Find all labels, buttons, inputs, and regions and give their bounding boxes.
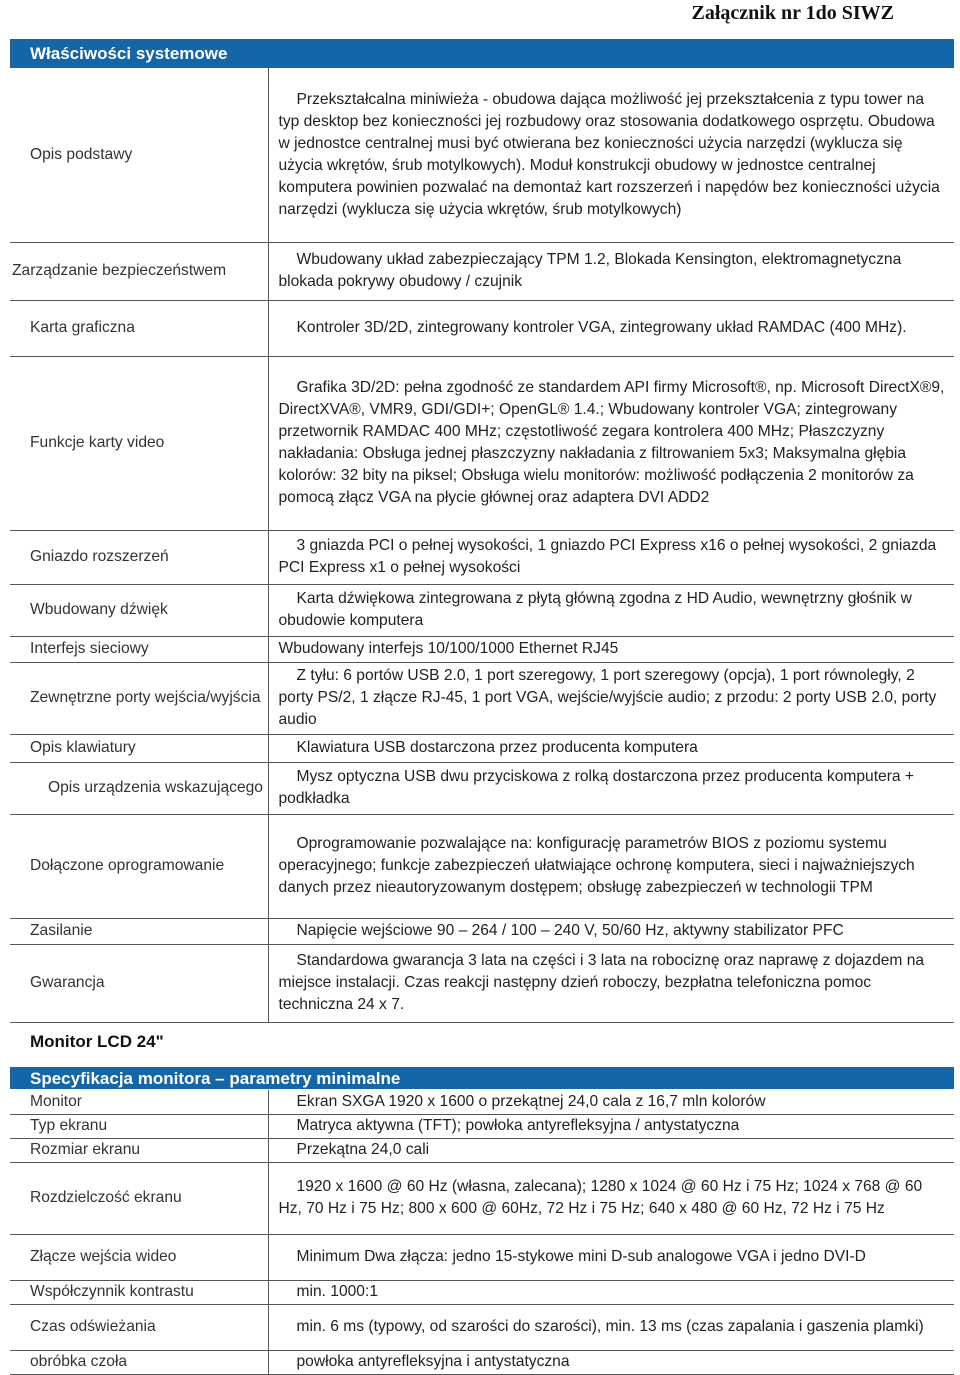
row-value: min. 1000:1 — [268, 1280, 954, 1304]
row-value: Wbudowany interfejs 10/100/1000 Ethernet RJ45 — [268, 636, 954, 662]
row-label: Rozmiar ekranu — [10, 1138, 268, 1162]
row-label: Zewnętrzne porty wejścia/wyjścia — [10, 662, 268, 734]
row-label: obróbka czoła — [10, 1350, 268, 1374]
row-label: Interfejs sieciowy — [10, 636, 268, 662]
table-row — [10, 68, 954, 242]
row-label: Czas odświeżania — [10, 1304, 268, 1350]
table-row — [10, 1234, 954, 1280]
monitor-title: Monitor LCD 24" — [30, 1032, 164, 1051]
row-label: Opis urządzenia wskazującego — [10, 762, 268, 814]
row-value: Kontroler 3D/2D, zintegrowany kontroler VGA, zintegrowany układ RAMDAC (400 MHz). — [268, 300, 954, 356]
row-label: Rozdzielczość ekranu — [10, 1162, 268, 1234]
row-label: Złącze wejścia wideo — [10, 1234, 268, 1280]
table-row — [10, 1350, 954, 1374]
table-row — [10, 530, 954, 584]
row-value: 1920 x 1600 @ 60 Hz (własna, zalecana); 1280 x 1024 @ 60 Hz i 75 Hz; 1024 x 768 @ 60 Hz, 70 Hz i 75 Hz; 800 x 600 @ 60Hz, 72 Hz i 75 Hz; 640 x 480 @ 60 Hz, 72 Hz i 75 Hz — [268, 1162, 954, 1234]
row-label: Opis podstawy — [10, 68, 268, 242]
table-row — [10, 1304, 954, 1350]
row-value: min. 6 ms (typowy, od szarości do szarości), min. 13 ms (czas zapalania i gaszenia plamki) — [268, 1304, 954, 1350]
row-value: Standardowa gwarancja 3 lata na części i 3 lata na robociznę oraz naprawę z dojazdem na miejsce instalacji. Czas reakcji następny dzień roboczy, bezpłatna telefoniczna pomoc techniczna 24 x 7. — [268, 944, 954, 1022]
row-label: Wbudowany dźwięk — [10, 584, 268, 636]
table-row — [10, 1162, 954, 1234]
row-label: Opis klawiatury — [10, 734, 268, 762]
row-label: Zasilanie — [10, 918, 268, 944]
row-label: Współczynnik kontrastu — [10, 1280, 268, 1304]
row-label: Dołączone oprogramowanie — [10, 814, 268, 918]
row-value: 3 gniazda PCI o pełnej wysokości, 1 gniazdo PCI Express x16 o pełnej wysokości, 2 gniazda PCI Express x1 o pełnej wysokości — [268, 530, 954, 584]
row-label: Gwarancja — [10, 944, 268, 1022]
table-row — [10, 584, 954, 636]
annex-title: Załącznik nr 1do SIWZ — [691, 2, 894, 24]
row-value: Ekran SXGA 1920 x 1600 o przekątnej 24,0 cala z 16,7 mln kolorów — [268, 1090, 954, 1114]
table-row — [10, 1114, 954, 1138]
row-label: Monitor — [10, 1090, 268, 1114]
row-value: Matryca aktywna (TFT); powłoka antyrefleksyjna / antystatyczna — [268, 1114, 954, 1138]
row-value: Mysz optyczna USB dwu przyciskowa z rolką dostarczona przez producenta komputera + podkładka — [268, 762, 954, 814]
row-value: Z tyłu: 6 portów USB 2.0, 1 port szeregowy, 1 port szeregowy (opcja), 1 port równoległy, 2 porty PS/2, 1 złącze RJ-45, 1 port VGA, wejście/wyjście audio; z przodu: 2 porty USB 2.0, porty audio — [268, 662, 954, 734]
row-value: Karta dźwiękowa zintegrowana z płytą główną zgodna z HD Audio, wewnętrzny głośnik w obudowie komputera — [268, 584, 954, 636]
row-value: Przekształcalna miniwieża - obudowa dająca możliwość jej przekształcenia z typu tower na typ desktop bez konieczności jej rozbudowy oraz stosowania dodatkowego osprzętu. Obudowa w jednostce centralnej musi być otwierana bez konieczności użycia narzędzi (wyklucza się użycia wkrętów, śrub motylkowych). Moduł konstrukcji obudowy w jednostce centralnej komputera powinien pozwalać na demontaż kart rozszerzeń i napędów bez konieczności użycia narzędzi (wyklucza się użycia wkrętów, śrub motylkowych) — [268, 68, 954, 242]
row-label: Funkcje karty video — [10, 356, 268, 530]
table-row — [10, 662, 954, 734]
table-row — [10, 1090, 954, 1114]
table-row — [10, 944, 954, 1022]
system-properties-table — [10, 68, 954, 1023]
table-row — [10, 814, 954, 918]
section-header-monitor: Specyfikacja monitora – parametry minimalne — [10, 1067, 954, 1089]
table-row — [10, 918, 954, 944]
table-row — [10, 762, 954, 814]
row-label: Karta graficzna — [10, 300, 268, 356]
row-value: Minimum Dwa złącza: jedno 15-stykowe mini D-sub analogowe VGA i jedno DVI-D — [268, 1234, 954, 1280]
table-row — [10, 300, 954, 356]
section-header-system: Właściwości systemowe — [10, 39, 954, 68]
row-value: powłoka antyrefleksyjna i antystatyczna — [268, 1350, 954, 1374]
table-row — [10, 636, 954, 662]
row-value: Oprogramowanie pozwalające na: konfigurację parametrów BIOS z poziomu systemu operacyjnego; funkcje zabezpieczeń ułatwiające ochronę komputera, sieci i najważniejszych danych przez nieautoryzowanym dostępem; obsługę zabezpieczeń w technologii TPM — [268, 814, 954, 918]
row-label: Zarządzanie bezpieczeństwem — [10, 242, 268, 300]
row-label: Typ ekranu — [10, 1114, 268, 1138]
table-row — [10, 242, 954, 300]
row-value: Grafika 3D/2D: pełna zgodność ze standardem API firmy Microsoft®, np. Microsoft DirectX®9, DirectXVA®, VMR9, GDI/GDI+; OpenGL® 1.4.; Wbudowany kontroler VGA; zintegrowany przetwornik RAMDAC 400 MHz; częstotliwość zegara kontrolera 400 MHz; Płaszczyzny nakładania: Obsługa jednej płaszczyzny nakładania z filtrowaniem 5x3; Maksymalna głębia kolorów: 32 bity na piksel; Obsługa wielu monitorów: możliwość podłączenia 2 monitorów za pomocą złącz VGA na płycie głównej oraz adaptera DVI ADD2 — [268, 356, 954, 530]
row-value: Wbudowany układ zabezpieczający TPM 1.2, Blokada Kensington, elektromagnetyczna blokada pokrywy obudowy / czujnik — [268, 242, 954, 300]
monitor-spec-table — [10, 1090, 954, 1375]
table-row — [10, 1280, 954, 1304]
row-value: Napięcie wejściowe 90 – 264 / 100 – 240 V, 50/60 Hz, aktywny stabilizator PFC — [268, 918, 954, 944]
table-row — [10, 734, 954, 762]
row-label: Gniazdo rozszerzeń — [10, 530, 268, 584]
table-row — [10, 1138, 954, 1162]
table-row — [10, 356, 954, 530]
row-value: Przekątna 24,0 cali — [268, 1138, 954, 1162]
row-value: Klawiatura USB dostarczona przez producenta komputera — [268, 734, 954, 762]
